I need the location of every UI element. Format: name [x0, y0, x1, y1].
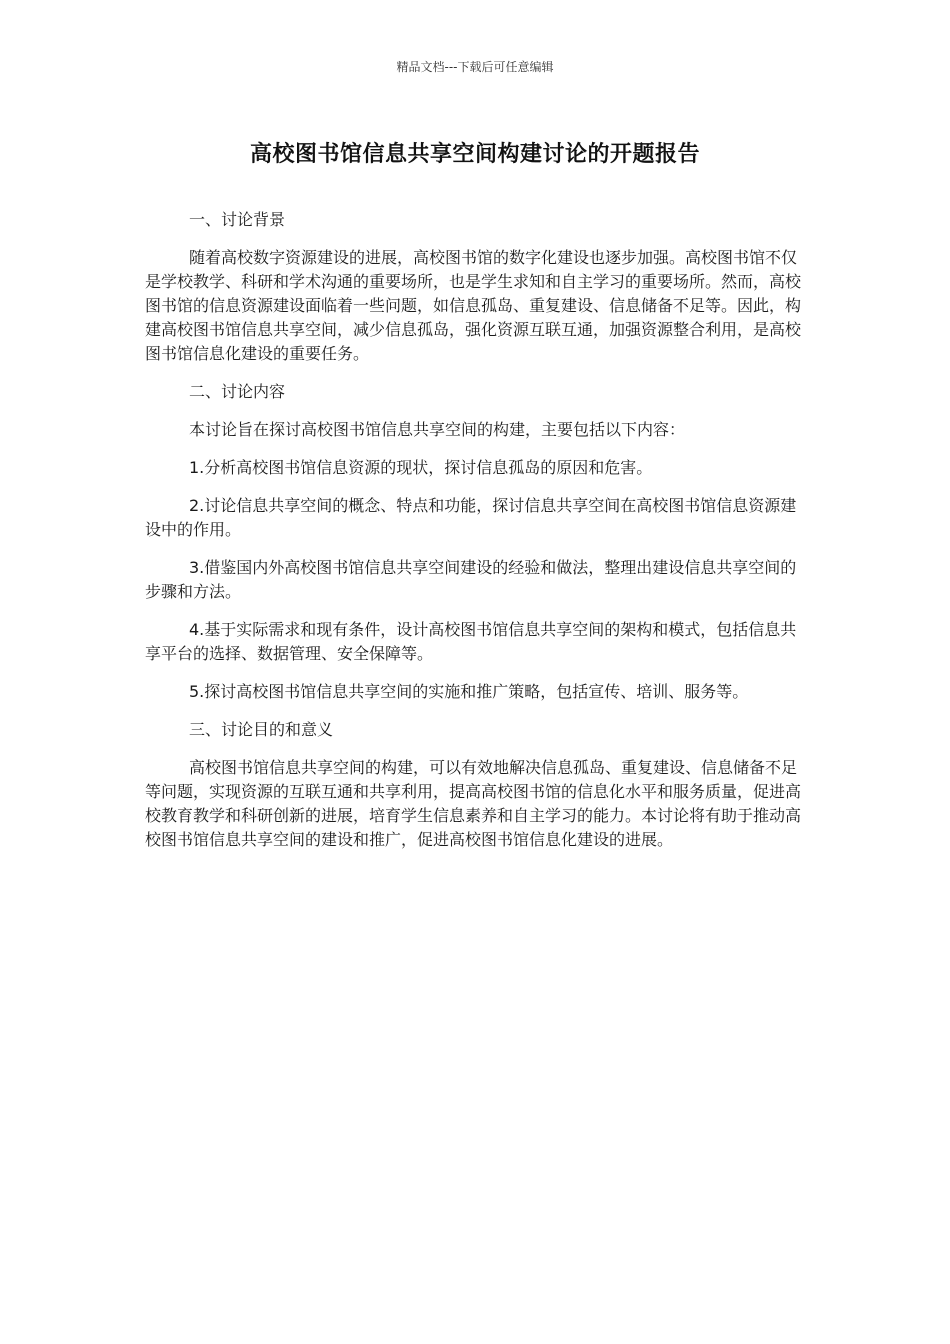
paragraph-content-intro: 本讨论旨在探讨高校图书馆信息共享空间的构建，主要包括以下内容： — [189, 420, 686, 439]
list-item-2: 2.讨论信息共享空间的概念、特点和功能，探讨信息共享空间在高校图书馆信息资源建设中的作用。 — [145, 496, 797, 539]
document-title: 高校图书馆信息共享空间构建讨论的开题报告 — [249, 142, 700, 167]
list-item-4: 4.基于实际需求和现有条件，设计高校图书馆信息共享空间的架构和模式，包括信息共享平台的选择、数据管理、安全保障等。 — [145, 620, 797, 663]
document-body — [145, 208, 805, 866]
list-item-5: 5.探讨高校图书馆信息共享空间的实施和推广策略，包括宣传、培训、服务等。 — [189, 682, 749, 701]
list-item-3: 3.借鉴国内外高校图书馆信息共享空间建设的经验和做法，整理出建设信息共享空间的步骤和方法。 — [145, 558, 797, 601]
section-heading-content: 二、讨论内容 — [189, 382, 286, 401]
list-item-1: 1.分析高校图书馆信息资源的现状，探讨信息孤岛的原因和危害。 — [189, 458, 653, 477]
paragraph-purpose: 高校图书馆信息共享空间的构建，可以有效地解决信息孤岛、重复建设、信息储备不足等问题，实现资源的互联互通和共享利用，提高高校图书馆的信息化水平和服务质量，促进高校教育教学和科研创新的进展，培育学生信息素养和自主学习的能力。本讨论将有助于推动高校图书馆信息共享空间的建设和推广，促进高校图书馆信息化建设的进展。 — [145, 758, 802, 849]
section-heading-background: 一、讨论背景 — [189, 210, 286, 229]
paragraph-background: 随着高校数字资源建设的进展，高校图书馆的数字化建设也逐步加强。高校图书馆不仅是学校教学、科研和学术沟通的重要场所，也是学生求知和自主学习的重要场所。然而，高校图书馆的信息资源建设面临着一些问题，如信息孤岛、重复建设、信息储备不足等。因此，构建高校图书馆信息共享空间，减少信息孤岛，强化资源互联互通，加强资源整合利用，是高校图书馆信息化建设的重要任务。 — [145, 248, 802, 363]
page-header-note: 精品文档---下载后可任意编辑 — [396, 60, 554, 74]
section-heading-purpose: 三、讨论目的和意义 — [189, 720, 334, 739]
